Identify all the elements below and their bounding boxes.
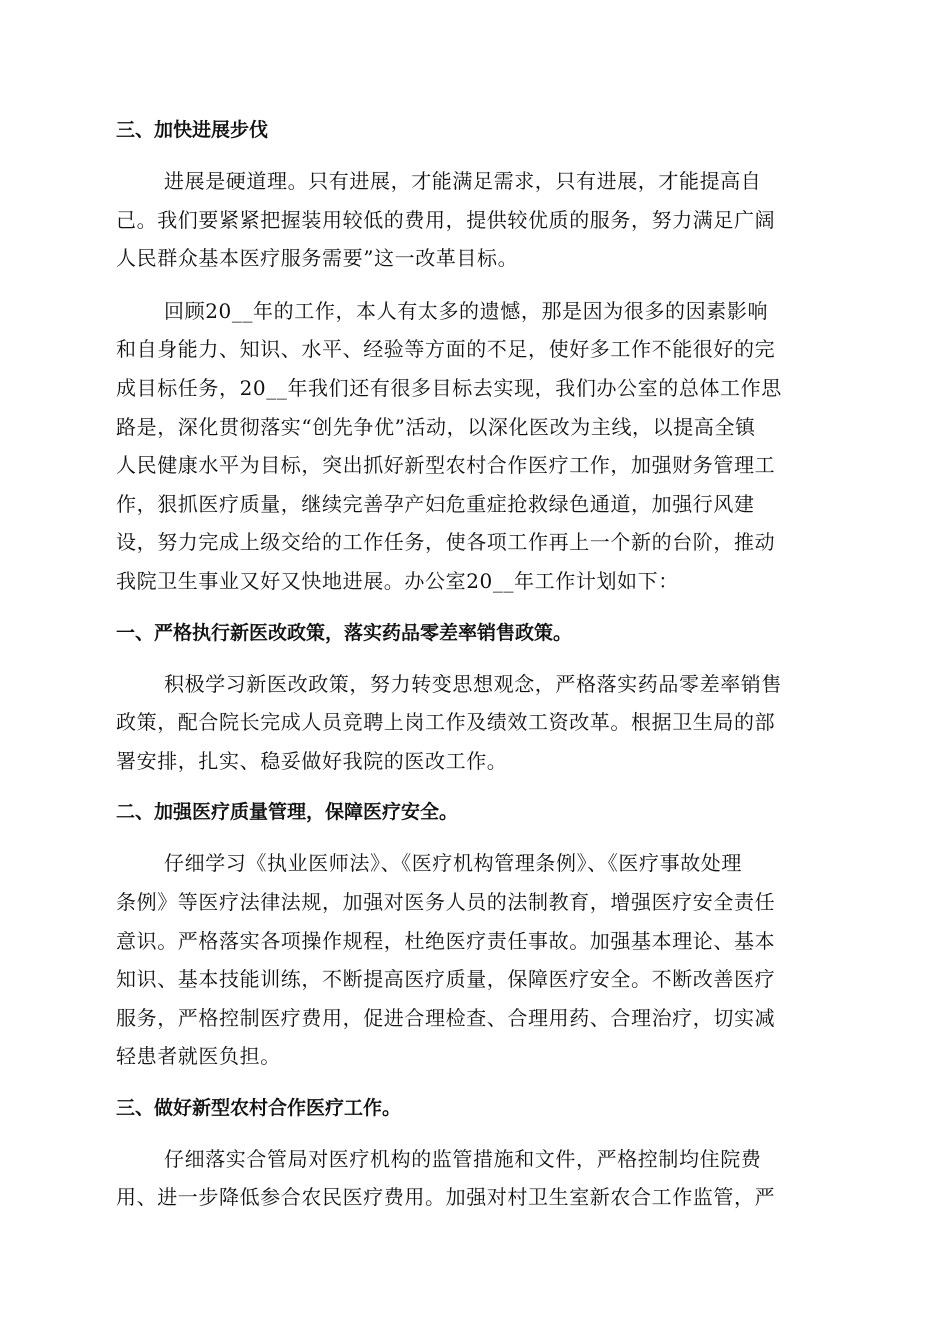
paragraph-line: 设，努力完成上级交给的工作任务，使各项工作再上一个新的台阶，推动 xyxy=(116,530,776,555)
paragraph-line: 我院卫生事业又好又快地进展。办公室20__年工作计划如下： xyxy=(116,568,679,593)
paragraph xyxy=(116,1140,836,1217)
paragraph-line: 人民群众基本医疗服务需要”这一改革目标。 xyxy=(116,246,519,271)
paragraph-line: 己。我们要紧紧把握装用较低的费用，提供较优质的服务，努力满足广阔 xyxy=(116,207,776,232)
paragraph-line: 轻患者就医负担。 xyxy=(116,1044,281,1069)
paragraph-line: 意识。严格落实各项操作规程，杜绝医疗责任事故。加强基本理论、基本 xyxy=(116,928,776,953)
paragraph xyxy=(116,162,836,278)
document-page xyxy=(116,112,836,1231)
section-heading: 三、加快进展步伐 xyxy=(116,119,269,141)
paragraph-line: 仔细学习《执业医师法》、《医疗机构管理条例》、《医疗事故处理 xyxy=(164,851,742,876)
paragraph-line: 作，狠抓医疗质量，继续完善孕产妇危重症抢救绿色通道，加强行风建 xyxy=(116,491,755,516)
paragraph-line: 路是，深化贯彻落实“创先争优”活动，以深化医改为主线，以提高全镇 xyxy=(116,414,756,439)
paragraph-line: 署安排，扎实、稳妥做好我院的医改工作。 xyxy=(116,748,508,773)
section-heading: 一、严格执行新医改政策，落实药品零差率销售政策。 xyxy=(116,621,573,644)
section-heading: 二、加强医疗质量管理，保障医疗安全。 xyxy=(116,801,459,824)
paragraph xyxy=(116,665,836,781)
paragraph-line: 和自身能力、知识、水平、经验等方面的不足，使好多工作不能很好的完 xyxy=(116,337,776,362)
paragraph-line: 政策，配合院长完成人员竞聘上岗工作及绩效工资改革。根据卫生局的部 xyxy=(116,710,776,735)
paragraph-line: 服务，严格控制医疗费用，促进合理检查、合理用药、合理治疗，切实减 xyxy=(116,1005,776,1030)
paragraph-line: 回顾20__年的工作，本人有太多的遗憾，那是因为很多的因素影响 xyxy=(164,298,769,323)
paragraph-line: 人民健康水平为目标，突出抓好新型农村合作医疗工作，加强财务管理工 xyxy=(116,453,776,478)
paragraph-line: 仔细落实合管局对医疗机构的监管措施和文件，严格控制均住院费 xyxy=(164,1146,762,1171)
paragraph-line: 条例》等医疗法律法规，加强对医务人员的法制教育，增强医疗安全责任 xyxy=(116,889,776,914)
paragraph-line: 积极学习新医改政策，努力转变思想观念，严格落实药品零差率销售 xyxy=(164,671,782,696)
paragraph xyxy=(116,844,836,1076)
section-heading: 三、做好新型农村合作医疗工作。 xyxy=(116,1096,402,1119)
paragraph-line: 成目标任务，20__年我们还有很多目标去实现，我们办公室的总体工作思 xyxy=(116,375,782,400)
paragraph-line: 用、进一步降低参合农民医疗费用。加强对村卫生室新农合工作监管，严 xyxy=(116,1185,776,1210)
paragraph-line: 进展是硬道理。只有进展，才能满足需求，只有进展，才能提高自 xyxy=(164,169,762,193)
paragraph-line: 知识、基本技能训练，不断提高医疗质量，保障医疗安全。不断改善医疗 xyxy=(116,967,776,992)
paragraph xyxy=(116,292,836,601)
